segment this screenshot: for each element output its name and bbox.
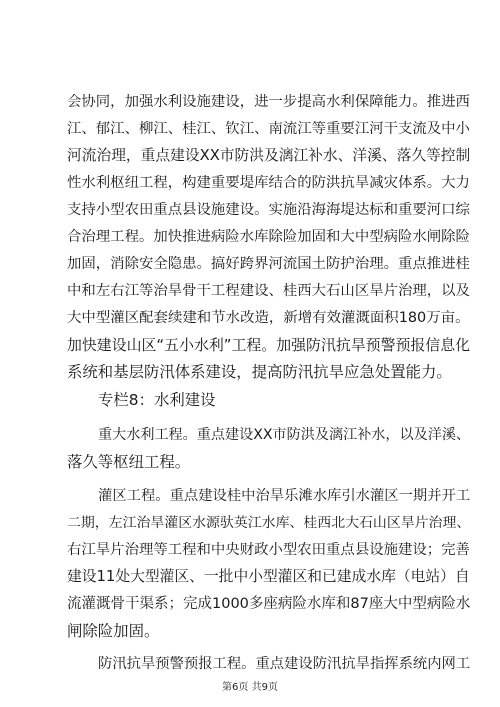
text-line: 河流治理，重点建设XX市防洪及漓江补水、洋溪、落久等控制: [67, 147, 471, 164]
text-line: 大中型灌区配套续建和节水改造，新增有效灌溉面积180万亩。: [67, 310, 470, 326]
text-line: 加固，消除安全隐患。搞好跨界河流国土防护治理。重点推进桂: [67, 256, 470, 272]
text-line: 落久等枢纽工程。: [67, 453, 191, 471]
text-line: 防汛抗旱预警预报工程。重点建设防汛抗旱指挥系统内网工: [98, 656, 471, 672]
text-line: 性水利枢纽工程，构建重要堤库结合的防洪抗旱减灾体系。大力: [67, 175, 470, 191]
text-line: 灌区工程。重点建设桂中治旱乐滩水库引水灌区一期并开工: [98, 488, 471, 504]
text-line: 合治理工程。加快推进病险水库除险加固和大中型病险水闸除险: [67, 229, 470, 245]
page-footer: 第6页 共9页: [222, 682, 278, 693]
text-line: 江、郁江、柳江、桂江、钦江、南流江等重要江河干支流及中小: [67, 121, 470, 137]
box-title: 专栏8：水利建设: [98, 391, 216, 409]
text-line: 二期，左江治旱灌区水源驮英江水库、桂西北大石山区旱片治理、: [67, 515, 471, 531]
text-line: 中和左右江等治旱骨干工程建设、桂西大石山区旱片治理，以及: [67, 283, 470, 299]
text-line: 右江旱片治理等工程和中央财政小型农田重点县设施建设；完善: [67, 542, 470, 558]
text-line: 重大水利工程。重点建设XX市防洪及漓江补水，以及洋溪、: [98, 427, 471, 443]
text-line: 会协同，加强水利设施建设，进一步提高水利保障能力。推进西: [67, 94, 470, 110]
text-line: 系统和基层防汛体系建设，提高防汛抗旱应急处置能力。: [67, 363, 452, 381]
text-line: 流灌溉骨干渠系；完成1000多座病险水库和87座大中型病险水: [67, 596, 471, 612]
text-line: 建设11处大型灌区、一批中小型灌区和已建成水库（电站）自: [67, 568, 470, 585]
text-line: 闸除险加固。: [67, 622, 160, 640]
text-line: 支持小型农田重点县设施建设。实施沿海海堤达标和重要河口综: [67, 202, 470, 218]
text-line: 加快建设山区“五小水利”工程。加强防汛抗旱预警预报信息化: [67, 336, 471, 354]
